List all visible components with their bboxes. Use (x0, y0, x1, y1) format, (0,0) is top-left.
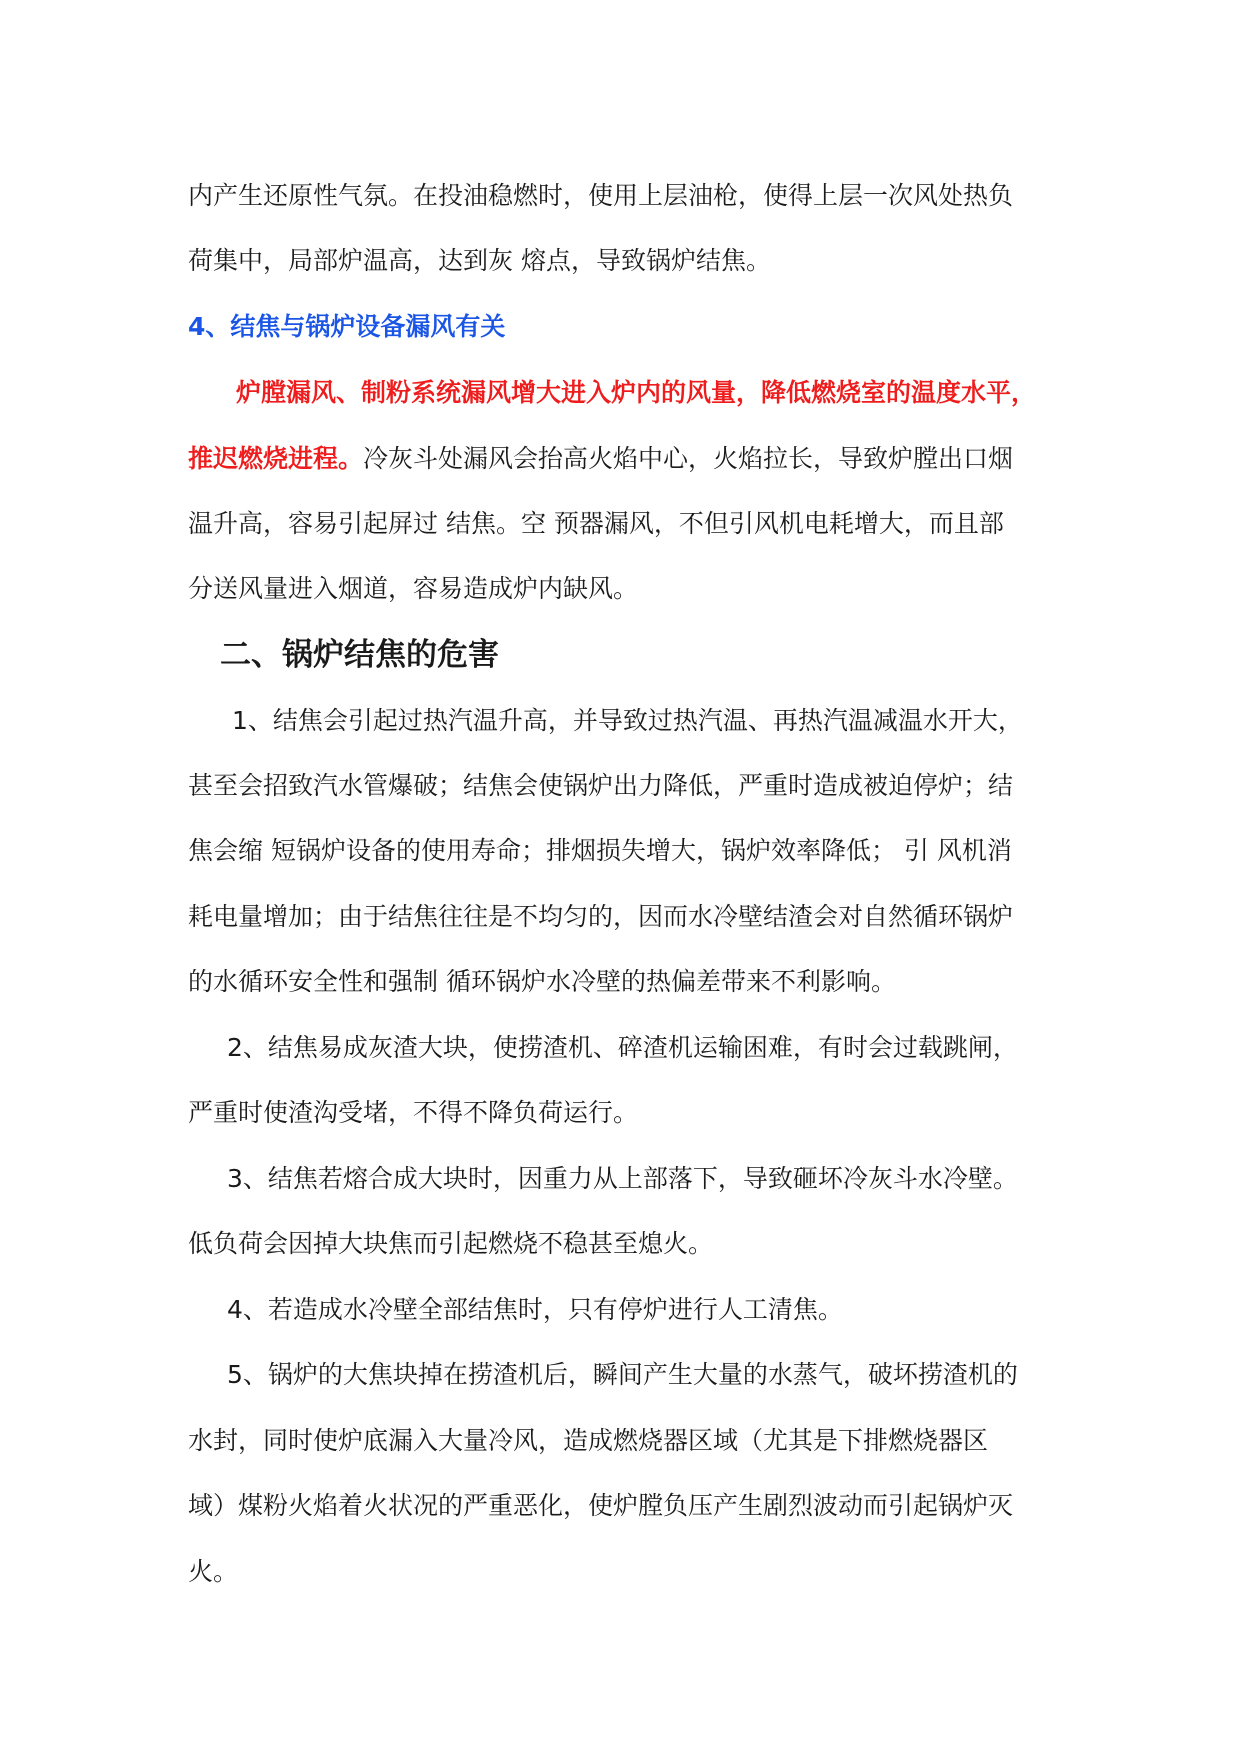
intro-paragraph-line-1: 内产生还原性气氛。在投油稳燃时，使用上层油枪，使得上层一次风处热负 (188, 181, 1014, 210)
leak-paragraph-line-2-rest: 冷灰斗处漏风会抬高火焰中心，火焰拉长，导致炉膛出口烟 (363, 444, 1014, 473)
subheading-leak-air: 4、结焦与锅炉设备漏风有关 (188, 312, 506, 341)
leak-emphasis-line-2: 推迟燃烧进程。 (188, 444, 364, 473)
harm-3-line-2: 低负荷会因掉大块焦而引起燃烧不稳甚至熄火。 (188, 1229, 714, 1258)
harm-1-line-1: 1、结焦会引起过热汽温升高，并导致过热汽温、再热汽温减温水开大， (232, 706, 1023, 735)
leak-emphasis-line-1: 炉膛漏风、制粉系统漏风增大进入炉内的风量，降低燃烧室的温度水平， (236, 378, 1037, 407)
leak-paragraph-line-2 (188, 439, 1013, 479)
leak-paragraph-line-3: 温升高，容易引起屏过 结焦。空 预器漏风，不但引风机电耗增大，而且部 (188, 509, 1004, 538)
harm-2-line-2: 严重时使渣沟受堵，不得不降负荷运行。 (188, 1098, 639, 1127)
harm-5-line-1: 5、锅炉的大焦块掉在捞渣机后，瞬间产生大量的水蒸气，破坏捞渣机的 (227, 1360, 1018, 1389)
section-heading-harm: 二、锅炉结焦的危害 (220, 637, 499, 673)
leak-paragraph-line-4: 分送风量进入烟道，容易造成炉内缺风。 (188, 574, 639, 603)
harm-5-line-3: 域）煤粉火焰着火状况的严重恶化，使炉膛负压产生剧烈波动而引起锅炉灭 (188, 1491, 1014, 1520)
harm-4-line-1: 4、若造成水冷壁全部结焦时，只有停炉进行人工清焦。 (227, 1295, 843, 1324)
harm-1-line-2: 甚至会招致汽水管爆破；结焦会使锅炉出力降低，严重时造成被迫停炉；结 (188, 771, 1014, 800)
harm-2-line-1: 2、结焦易成灰渣大块，使捞渣机、碎渣机运输困难，有时会过载跳闸， (227, 1033, 1018, 1062)
harm-5-line-2: 水封，同时使炉底漏入大量冷风，造成燃烧器区域（尤其是下排燃烧器区 (188, 1426, 989, 1455)
harm-3-line-1: 3、结焦若熔合成大块时，因重力从上部落下，导致砸坏冷灰斗水冷壁。 (227, 1164, 1018, 1193)
harm-1-line-3: 焦会缩 短锅炉设备的使用寿命；排烟损失增大，锅炉效率降低； 引 风机消 (188, 836, 1012, 865)
harm-1-line-5: 的水循环安全性和强制 循环锅炉水冷壁的热偏差带来不利影响。 (188, 967, 896, 996)
harm-1-line-4: 耗电量增加；由于结焦往往是不均匀的，因而水冷壁结渣会对自然循环锅炉 (188, 902, 1014, 931)
harm-5-line-4: 火。 (188, 1557, 239, 1586)
intro-paragraph-line-2: 荷集中，局部炉温高，达到灰 熔点，导致锅炉结焦。 (188, 246, 771, 275)
